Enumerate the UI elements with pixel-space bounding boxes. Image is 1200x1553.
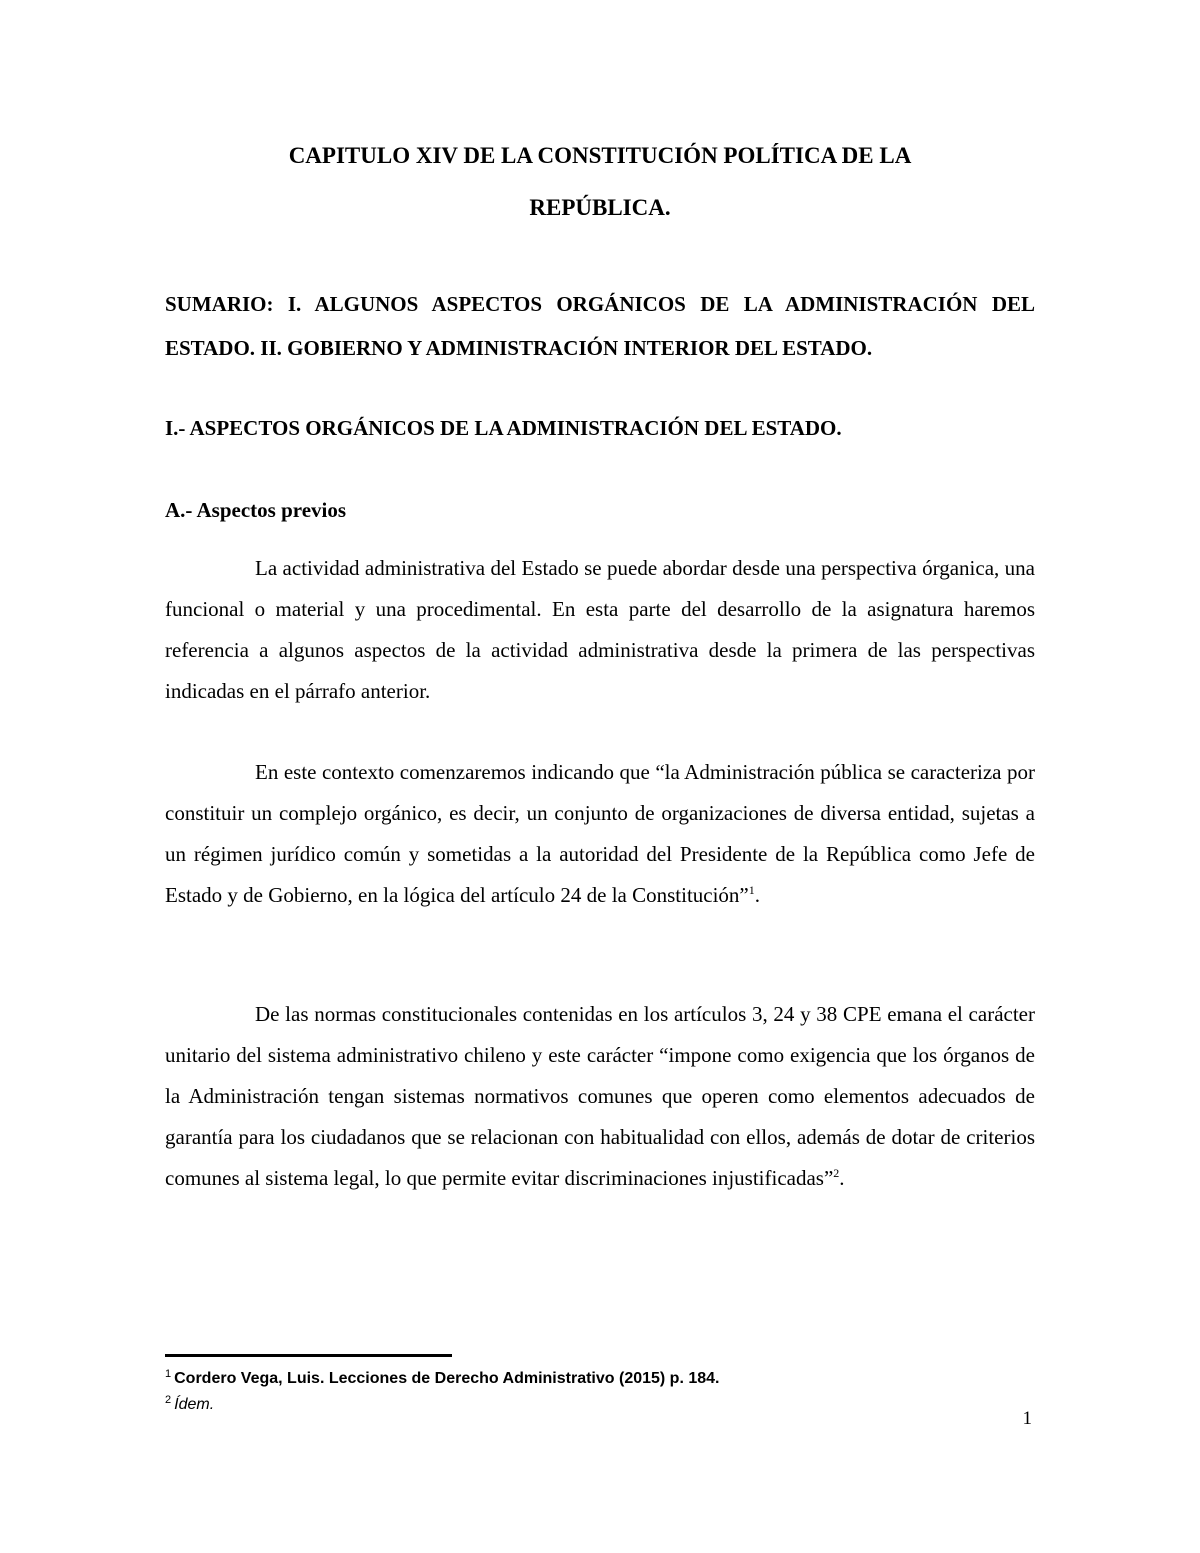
footnote-1-text: Cordero Vega, Luis. Lecciones de Derecho Administrativo (2015) p. 184. [174,1370,720,1387]
page-title [165,130,1035,234]
title-line-2: REPÚBLICA. [529,195,671,220]
body-paragraph-1 [165,548,1035,712]
title-line-1: CAPITULO XIV DE LA CONSTITUCIÓN POLÍTICA DE LA [288,143,912,168]
footnote-reference-1[interactable]: 1 [748,883,755,897]
footnote-1-number: 1 [165,1367,172,1380]
paragraph-1-text: La actividad administrativa del Estado se puede abordar desde una perspectiva órganica, una funcional o material y una procedimental. En esta parte del desarrollo de la asignatura haremos referencia a algunos aspectos de la actividad administrativa desde la primera de las perspectivas indicadas en el párrafo anterior. [165,556,1035,703]
paragraph-2-text: En este contexto comenzaremos indicando que “la Administración pública se caracteriza por constituir un complejo orgánico, es decir, un conjunto de organizaciones de diversa entidad, sujetas a un régimen jurídico común y sometidas a la autoridad del Presidente de la República como Jefe de Estado y de Gobierno, en la lógica del artículo 24 de la Constitución” [165,760,1035,907]
sub-heading: A.- Aspectos previos [165,498,347,522]
paragraph-2-end: . [754,883,761,907]
footnote-2 [165,1392,1035,1418]
footnotes [165,1366,1035,1418]
paragraph-3-text: De las normas constitucionales contenidas en los artículos 3, 24 y 38 CPE emana el carácter unitario del sistema administrativo chileno y este carácter “impone como exigencia que los órganos de la Administración tengan sistemas normativos comunes que operen como elementos adecuados de garantía para los ciudadanos que se relacionan con habitualidad con ellos, además de dotar de criterios comunes al sistema legal, lo que permite evitar discriminaciones injustificadas” [165,1002,1035,1190]
body-paragraph-3 [165,994,1035,1199]
footnote-separator [165,1354,452,1357]
footnote-reference-2[interactable]: 2 [833,1166,840,1180]
section-heading: I.- ASPECTOS ORGÁNICOS DE LA ADMINISTRACIÓN DEL ESTADO. [165,416,842,440]
page-number: 1 [1022,1408,1032,1429]
paragraph-3-end: . [839,1166,845,1190]
footnote-1 [165,1366,1035,1392]
footnote-2-number: 2 [165,1393,172,1406]
footnote-2-text: Ídem. [174,1396,215,1413]
body-paragraph-2 [165,752,1035,916]
summary-paragraph: SUMARIO: I. ALGUNOS ASPECTOS ORGÁNICOS DE LA ADMINISTRACIÓN DEL ESTADO. II. GOBIERNO Y ADMINISTRACIÓN INTERIOR DEL ESTADO. [165,292,1035,360]
